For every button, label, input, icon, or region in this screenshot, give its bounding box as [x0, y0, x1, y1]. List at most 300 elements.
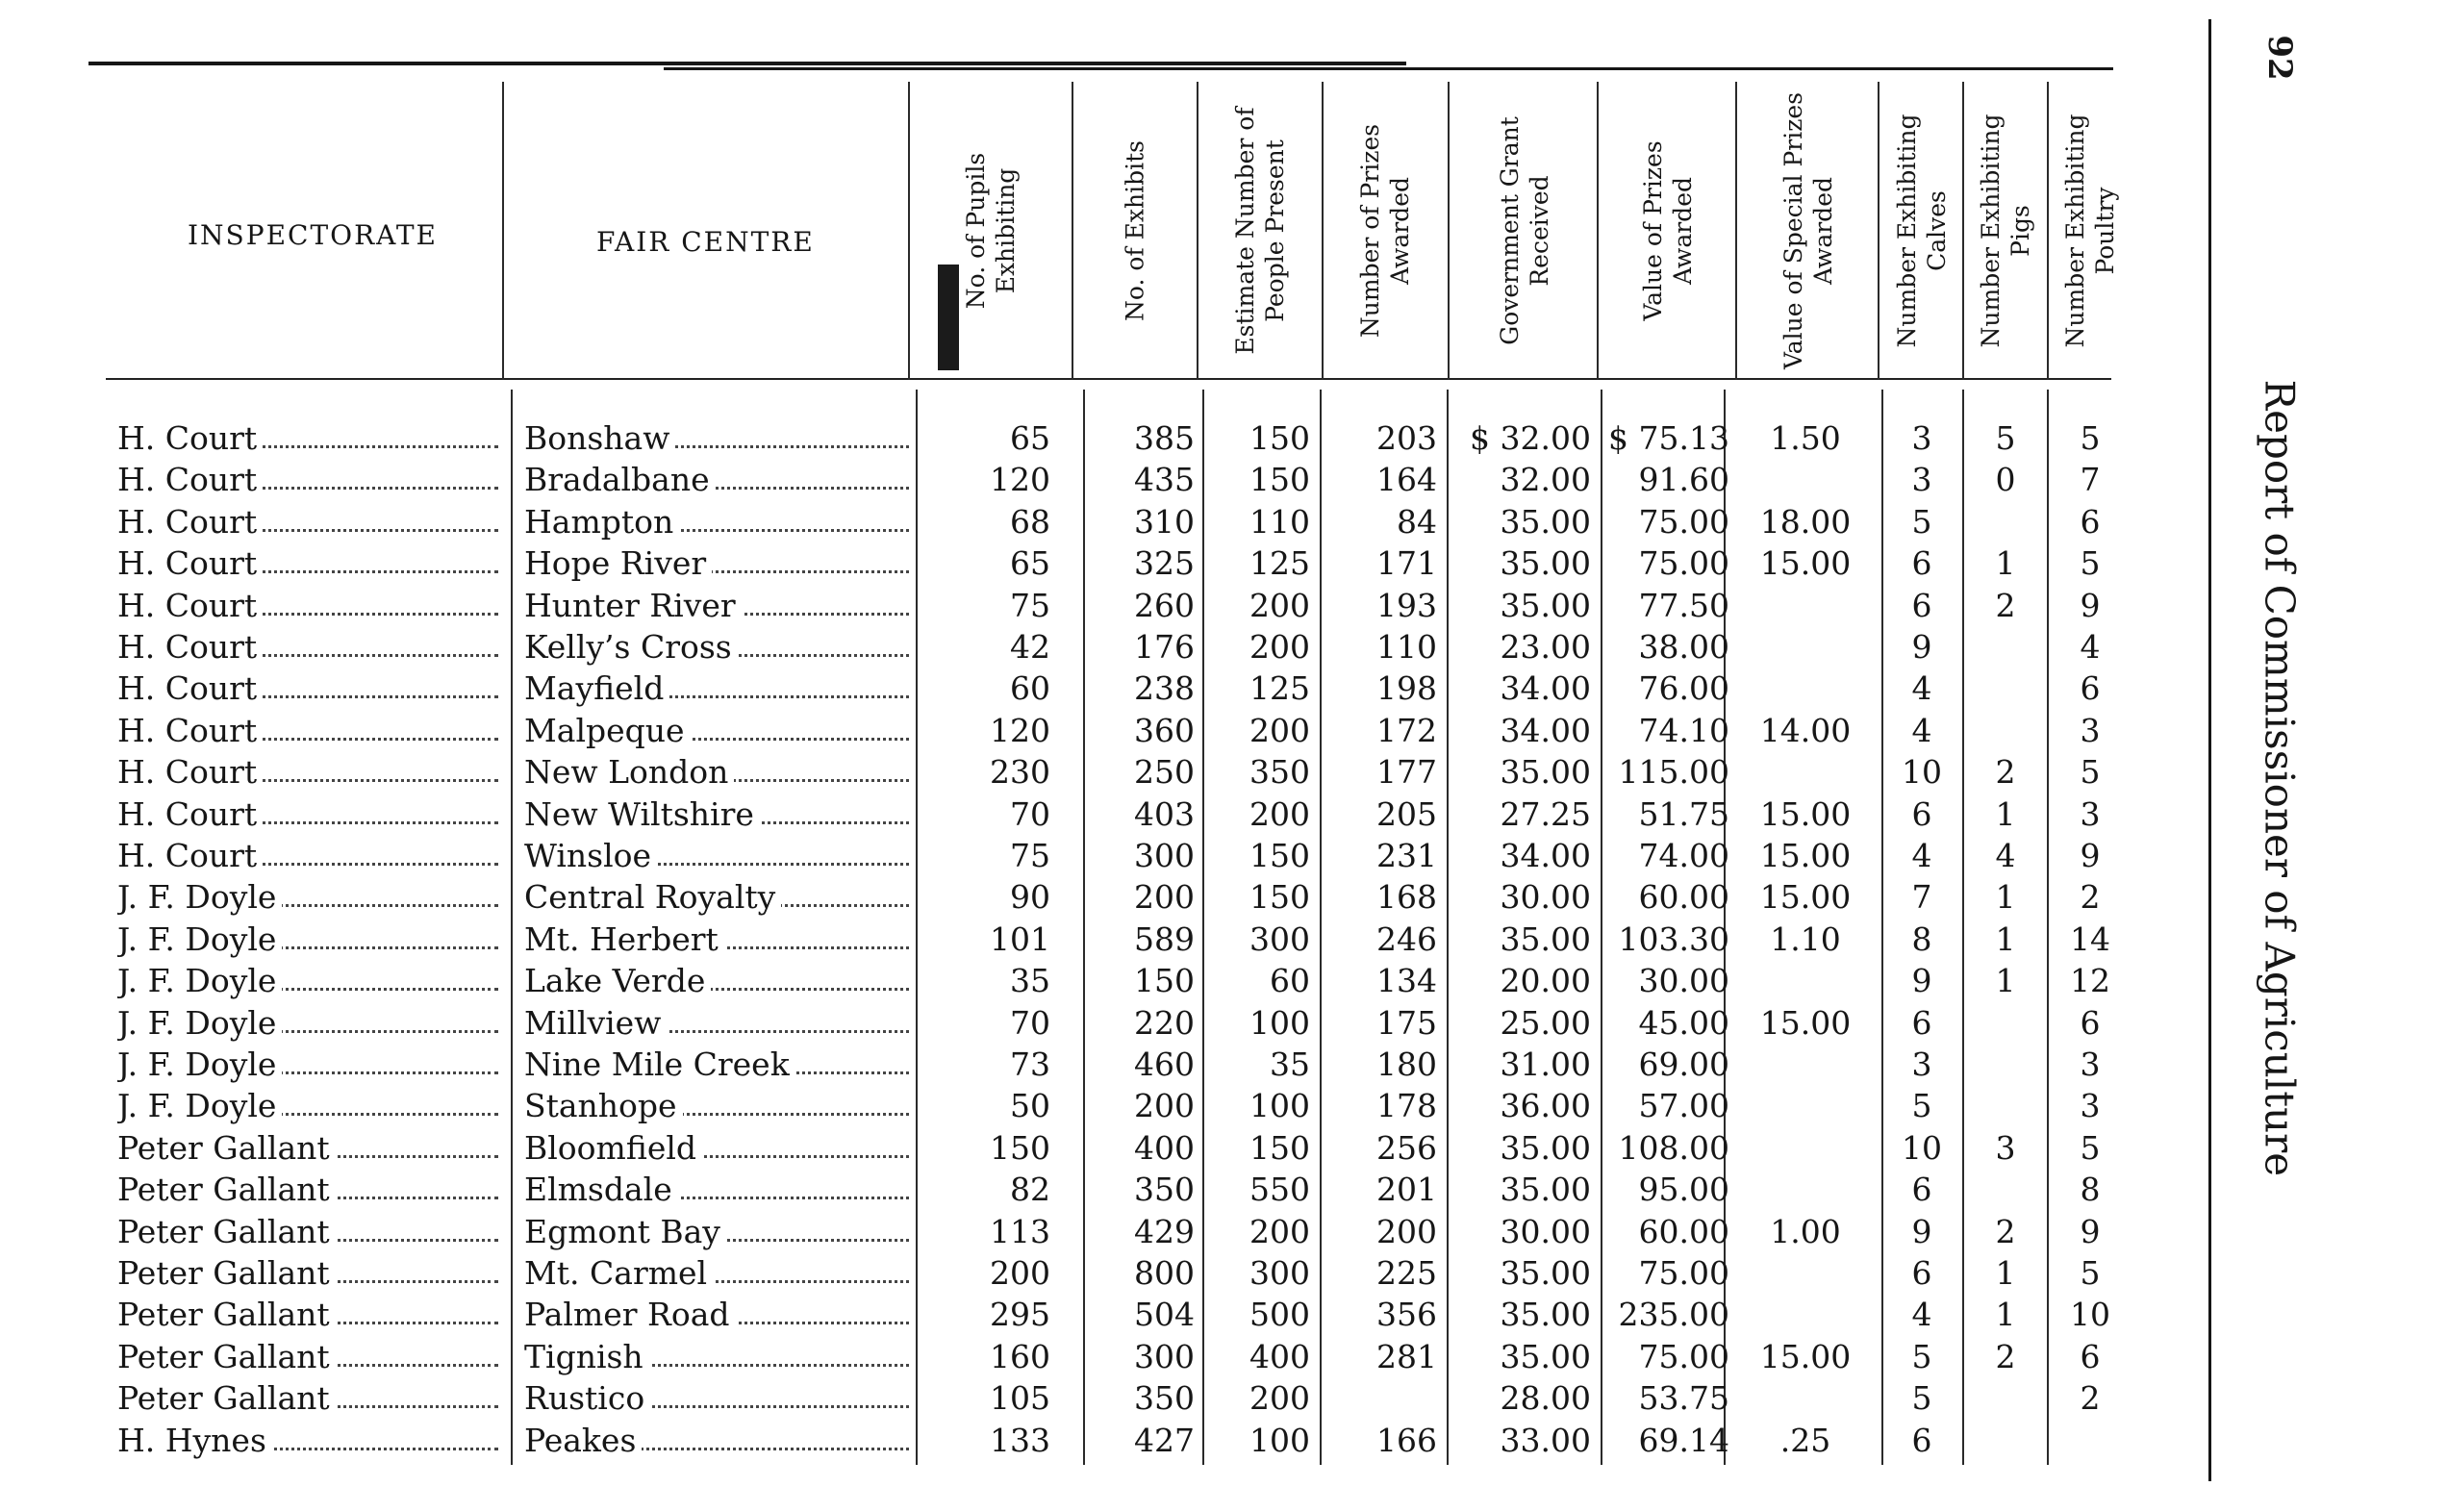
fair-centre-name: Mayfield [524, 669, 669, 707]
grant-cell: $ 32.00 [1470, 419, 1591, 457]
prizes-cell: 178 [1376, 1087, 1437, 1125]
inspectorate-name: H. Court [117, 419, 263, 457]
table-row [0, 961, 2116, 1001]
people-cell: 150 [1249, 837, 1310, 874]
exhibits-cell: 385 [1134, 419, 1195, 457]
pupils-cell: 73 [1010, 1046, 1050, 1083]
pigs-cell: 1 [1995, 1254, 2016, 1292]
side-margin [2251, 35, 2308, 1462]
prizes-cell: 166 [1376, 1421, 1437, 1459]
exhibits-cell: 400 [1134, 1128, 1195, 1167]
value-cell: 69.00 [1638, 1046, 1729, 1083]
prizes-cell: 168 [1376, 878, 1437, 917]
grant-cell: 35.00 [1500, 1337, 1591, 1375]
pupils-cell: 50 [1010, 1087, 1050, 1125]
header-calves-text: Number Exhibiting Calves [1893, 113, 1951, 348]
fair-centre-name: Peakes [524, 1422, 642, 1459]
table-row [0, 752, 2116, 793]
fair-centre-name: Hope River [524, 544, 712, 582]
pupils-cell: 101 [990, 920, 1050, 958]
poultry-cell: 5 [2080, 419, 2101, 457]
fair-centre-cell [524, 1337, 913, 1377]
header-prizes [1327, 87, 1443, 375]
inspectorate-name: J. F. Doyle [117, 920, 282, 958]
special-cell [1735, 627, 1876, 668]
fair-centre-name: Lake Verde [524, 962, 711, 999]
pupils-cell: 65 [1010, 419, 1050, 457]
header-divider [1597, 82, 1599, 380]
special-cell: .25 [1779, 1421, 1831, 1459]
pupils-cell: 120 [990, 461, 1050, 499]
header-value [1602, 87, 1732, 375]
exhibits-cell: 300 [1134, 1337, 1195, 1375]
special-cell [1735, 1295, 1876, 1335]
fair-centre-name: New Wiltshire [524, 795, 760, 833]
pupils-cell: 120 [990, 711, 1050, 749]
prizes-cell: 172 [1376, 711, 1437, 749]
table-row [0, 711, 2116, 751]
fair-centre-cell [524, 1170, 913, 1210]
inspectorate-cell [117, 920, 502, 960]
header-divider [1448, 82, 1450, 380]
prizes-cell: 203 [1376, 419, 1437, 457]
calves-cell: 9 [1911, 1212, 1932, 1250]
grant-cell: 36.00 [1500, 1087, 1591, 1125]
pigs-cell: 2 [1995, 753, 2016, 792]
table-row [0, 1212, 2116, 1252]
value-cell: 57.00 [1638, 1087, 1729, 1125]
prizes-cell: 200 [1376, 1212, 1437, 1250]
special-cell [1735, 1378, 1876, 1419]
value-cell: 74.00 [1638, 837, 1729, 874]
table-row [0, 1421, 2116, 1461]
exhibits-cell: 238 [1134, 669, 1195, 708]
header-divider [1735, 82, 1737, 380]
people-cell: 300 [1249, 920, 1310, 958]
exhibits-cell: 460 [1134, 1046, 1195, 1083]
header-divider [1322, 82, 1324, 380]
table-row [0, 668, 2116, 709]
special-cell: 15.00 [1759, 1337, 1852, 1375]
grant-cell: 34.00 [1500, 837, 1591, 874]
inspectorate-name: H. Court [117, 795, 263, 833]
table-row [0, 1295, 2116, 1335]
inspectorate-cell [117, 1212, 502, 1252]
exhibits-cell: 800 [1134, 1254, 1195, 1292]
poultry-cell: 7 [2080, 461, 2101, 499]
pigs-cell [1966, 1378, 2045, 1419]
value-cell: 76.00 [1638, 669, 1729, 708]
inspectorate-name: Peter Gallant [117, 1171, 336, 1208]
grant-cell: 30.00 [1500, 878, 1591, 917]
special-cell [1735, 1170, 1876, 1210]
grant-cell: 23.00 [1500, 628, 1591, 666]
table-row [0, 877, 2116, 918]
grant-cell: 32.00 [1500, 461, 1591, 499]
value-cell: 95.00 [1638, 1171, 1729, 1209]
fair-centre-cell [524, 1045, 913, 1085]
poultry-cell: 2 [2080, 878, 2101, 917]
value-cell: 235.00 [1618, 1296, 1729, 1334]
poultry-cell: 3 [2080, 794, 2101, 833]
fair-centre-cell [524, 836, 913, 876]
inspectorate-cell [117, 460, 502, 500]
inspectorate-name: H. Court [117, 587, 263, 624]
value-cell: 75.00 [1638, 1254, 1729, 1292]
pigs-cell [1966, 627, 2045, 668]
calves-cell: 3 [1911, 461, 1932, 499]
header-value-text: Value of Prizes Awarded [1638, 140, 1697, 321]
poultry-cell: 5 [2080, 544, 2101, 583]
poultry-cell: 6 [2080, 1337, 2101, 1375]
people-cell: 200 [1249, 794, 1310, 833]
header-pigs [1966, 87, 2045, 375]
header-poultry [2051, 87, 2130, 375]
pupils-cell: 70 [1010, 1003, 1050, 1042]
table-row [0, 1170, 2116, 1210]
pigs-cell: 1 [1995, 1296, 2016, 1334]
grant-cell: 20.00 [1500, 962, 1591, 1000]
prizes-cell: 198 [1376, 669, 1437, 708]
fair-centre-name: Winsloe [524, 837, 657, 874]
special-cell: 15.00 [1759, 1003, 1852, 1042]
table-row [0, 1003, 2116, 1044]
pigs-cell [1966, 502, 2045, 542]
people-cell: 35 [1270, 1046, 1310, 1083]
grant-cell: 34.00 [1500, 669, 1591, 708]
value-cell: 108.00 [1618, 1128, 1729, 1167]
grant-cell: 27.25 [1500, 794, 1591, 833]
inspectorate-name: H. Court [117, 753, 263, 791]
special-cell [1735, 752, 1876, 793]
prizes-cell [1324, 1378, 1437, 1419]
header-pupils-text: No. of Pupils Exhibiting [962, 152, 1020, 310]
poultry-cell: 8 [2080, 1171, 2101, 1209]
value-cell: 69.14 [1638, 1421, 1729, 1459]
fair-centre-cell [524, 668, 913, 709]
poultry-cell: 9 [2080, 586, 2101, 624]
fair-centre-name: Tignish [524, 1338, 649, 1375]
value-cell: 103.30 [1618, 920, 1729, 958]
value-cell: 45.00 [1638, 1003, 1729, 1042]
fair-centre-cell [524, 1128, 913, 1169]
header-inspectorate: INSPECTORATE [188, 219, 438, 251]
inspectorate-name: Peter Gallant [117, 1296, 336, 1333]
inspectorate-cell [117, 836, 502, 876]
fair-centre-cell [524, 711, 913, 751]
inspectorate-cell [117, 627, 502, 668]
pigs-cell: 1 [1995, 962, 2016, 1000]
fair-centre-name: Mt. Carmel [524, 1254, 713, 1292]
poultry-cell: 12 [2070, 962, 2110, 1000]
prizes-cell: 171 [1376, 544, 1437, 583]
header-pigs-text: Number Exhibiting Pigs [1977, 113, 2034, 348]
grant-cell: 35.00 [1500, 502, 1591, 541]
people-cell: 100 [1249, 1421, 1310, 1459]
inspectorate-cell [117, 1253, 502, 1294]
inspectorate-name: H. Court [117, 544, 263, 582]
header-divider [908, 82, 910, 380]
fair-centre-cell [524, 961, 913, 1001]
grant-cell: 35.00 [1500, 1296, 1591, 1334]
pupils-cell: 200 [990, 1254, 1050, 1292]
prizes-cell: 164 [1376, 461, 1437, 499]
calves-cell: 4 [1911, 1296, 1932, 1334]
fair-centre-name: Hunter River [524, 587, 742, 624]
fair-centre-name: Malpeque [524, 712, 691, 749]
value-cell: 91.60 [1638, 461, 1729, 499]
poultry-cell: 14 [2070, 920, 2110, 958]
fair-centre-name: Elmsdale [524, 1171, 678, 1208]
page-number: 92 [2260, 35, 2299, 81]
fair-centre-name: Bradalbane [524, 461, 716, 498]
fair-centre-name: Hampton [524, 503, 679, 541]
table-row [0, 1337, 2116, 1377]
inspectorate-name: Peter Gallant [117, 1338, 336, 1375]
fair-centre-cell [524, 1253, 913, 1294]
grant-cell: 35.00 [1500, 753, 1591, 792]
poultry-cell [2051, 1421, 2130, 1461]
pupils-cell: 105 [990, 1379, 1050, 1418]
poultry-cell: 6 [2080, 502, 2101, 541]
pigs-cell: 4 [1995, 837, 2016, 874]
prizes-cell: 256 [1376, 1128, 1437, 1167]
calves-cell: 4 [1911, 669, 1932, 708]
inspectorate-cell [117, 1295, 502, 1335]
inspectorate-name: Peter Gallant [117, 1379, 336, 1417]
value-cell: 38.00 [1638, 628, 1729, 666]
value-cell: 74.10 [1638, 711, 1729, 749]
pigs-cell [1966, 1421, 2045, 1461]
pigs-cell: 2 [1995, 1337, 2016, 1375]
poultry-cell: 5 [2080, 1254, 2101, 1292]
fair-centre-name: Bloomfield [524, 1129, 702, 1167]
pupils-cell: 75 [1010, 586, 1050, 624]
inspectorate-name: H. Court [117, 712, 263, 749]
special-cell [1735, 668, 1876, 709]
value-cell: 53.75 [1638, 1379, 1729, 1418]
header-divider [1962, 82, 1964, 380]
special-cell: 1.10 [1770, 920, 1841, 958]
table-row [0, 1045, 2116, 1085]
calves-cell: 8 [1911, 920, 1932, 958]
inspectorate-name: H. Court [117, 628, 263, 666]
header-grant-text: Government Grant Received [1495, 116, 1553, 345]
inspectorate-name: H. Court [117, 837, 263, 874]
table-row [0, 543, 2116, 584]
table-row [0, 1086, 2116, 1126]
exhibits-cell: 350 [1134, 1171, 1195, 1209]
calves-cell: 6 [1911, 586, 1932, 624]
fair-centre-cell [524, 877, 913, 918]
prizes-cell: 177 [1376, 753, 1437, 792]
header-fair-centre: FAIR CENTRE [596, 226, 815, 258]
calves-cell: 5 [1911, 1087, 1932, 1125]
inspectorate-name: Peter Gallant [117, 1213, 336, 1250]
header-divider [1072, 82, 1073, 380]
pupils-cell: 60 [1010, 669, 1050, 708]
poultry-cell: 3 [2080, 711, 2101, 749]
calves-cell: 4 [1911, 711, 1932, 749]
fair-centre-name: Central Royalty [524, 878, 781, 916]
special-cell: 14.00 [1759, 711, 1852, 749]
inspectorate-cell [117, 794, 502, 835]
value-cell: 60.00 [1638, 1212, 1729, 1250]
table-row [0, 1128, 2116, 1169]
header-exhibits [1077, 87, 1193, 375]
inspectorate-cell [117, 961, 502, 1001]
table-row [0, 627, 2116, 668]
calves-cell: 6 [1911, 794, 1932, 833]
grant-cell: 34.00 [1500, 711, 1591, 749]
inspectorate-cell [117, 418, 502, 459]
people-cell: 150 [1249, 878, 1310, 917]
exhibits-cell: 300 [1134, 837, 1195, 874]
inspectorate-name: H. Court [117, 503, 263, 541]
inspectorate-cell [117, 1003, 502, 1044]
special-cell [1735, 460, 1876, 500]
table-row [0, 460, 2116, 500]
fair-centre-cell [524, 418, 913, 459]
people-cell: 150 [1249, 419, 1310, 457]
calves-cell: 3 [1911, 419, 1932, 457]
inspectorate-cell [117, 1086, 502, 1126]
pigs-cell [1966, 668, 2045, 709]
people-cell: 150 [1249, 1128, 1310, 1167]
exhibits-cell: 310 [1134, 502, 1195, 541]
pupils-cell: 65 [1010, 544, 1050, 583]
special-cell: 15.00 [1759, 878, 1852, 917]
pigs-cell: 3 [1995, 1128, 2016, 1167]
pupils-cell: 70 [1010, 794, 1050, 833]
prizes-cell: 231 [1376, 837, 1437, 874]
pupils-cell: 113 [990, 1212, 1050, 1250]
calves-cell: 5 [1911, 1379, 1932, 1418]
exhibits-cell: 260 [1134, 586, 1195, 624]
pigs-cell: 1 [1995, 920, 2016, 958]
poultry-cell: 5 [2080, 1128, 2101, 1167]
exhibits-cell: 350 [1134, 1379, 1195, 1418]
table-row [0, 1378, 2116, 1419]
prizes-cell: 201 [1376, 1171, 1437, 1209]
value-cell: $ 75.13 [1608, 419, 1729, 457]
grant-cell: 35.00 [1500, 544, 1591, 583]
calves-cell: 7 [1911, 878, 1932, 917]
grant-cell: 31.00 [1500, 1046, 1591, 1083]
special-cell: 15.00 [1759, 794, 1852, 833]
header-pupils [914, 87, 1068, 375]
value-cell: 115.00 [1618, 753, 1729, 792]
grant-cell: 30.00 [1500, 1212, 1591, 1250]
people-cell: 150 [1249, 461, 1310, 499]
people-cell: 200 [1249, 1379, 1310, 1418]
grant-cell: 25.00 [1500, 1003, 1591, 1042]
inspectorate-cell [117, 1128, 502, 1169]
top-rule [88, 62, 1406, 65]
table-row [0, 794, 2116, 835]
fair-centre-cell [524, 586, 913, 626]
grant-cell: 35.00 [1500, 1128, 1591, 1167]
inspectorate-name: Peter Gallant [117, 1254, 336, 1292]
pupils-cell: 42 [1010, 628, 1050, 666]
pigs-cell: 0 [1995, 461, 2016, 499]
people-cell: 350 [1249, 753, 1310, 792]
inspectorate-cell [117, 543, 502, 584]
inspectorate-name: J. F. Doyle [117, 878, 282, 916]
inspectorate-cell [117, 1337, 502, 1377]
prizes-cell: 246 [1376, 920, 1437, 958]
special-cell [1735, 961, 1876, 1001]
value-cell: 75.00 [1638, 1337, 1729, 1375]
header-divider [2047, 82, 2049, 380]
people-cell: 100 [1249, 1003, 1310, 1042]
pigs-cell [1966, 711, 2045, 751]
special-cell: 15.00 [1759, 837, 1852, 874]
fair-centre-cell [524, 920, 913, 960]
value-cell: 51.75 [1638, 794, 1729, 833]
people-cell: 125 [1249, 544, 1310, 583]
pigs-cell [1966, 1170, 2045, 1210]
prizes-cell: 134 [1376, 962, 1437, 1000]
inspectorate-name: J. F. Doyle [117, 1087, 282, 1124]
pigs-cell [1966, 1003, 2045, 1044]
people-cell: 110 [1249, 502, 1310, 541]
table-row [0, 418, 2116, 459]
inspectorate-cell [117, 1045, 502, 1085]
exhibits-cell: 200 [1134, 878, 1195, 917]
inspectorate-cell [117, 877, 502, 918]
grant-cell: 35.00 [1500, 920, 1591, 958]
special-cell [1735, 1045, 1876, 1085]
pigs-cell [1966, 1086, 2045, 1126]
exhibits-cell: 435 [1134, 461, 1195, 499]
header-special-text: Value of Special Prizes Awarded [1779, 91, 1837, 370]
fair-centre-cell [524, 1086, 913, 1126]
poultry-cell: 5 [2080, 753, 2101, 792]
fair-centre-name: Bonshaw [524, 419, 675, 457]
exhibits-cell: 176 [1134, 628, 1195, 666]
running-title: Report of Commissioner of Agriculture [2256, 379, 2304, 1177]
calves-cell: 3 [1911, 1046, 1932, 1083]
value-cell: 75.00 [1638, 544, 1729, 583]
header-prizes-text: Number of Prizes Awarded [1356, 123, 1414, 339]
people-cell: 200 [1249, 1212, 1310, 1250]
fair-centre-cell [524, 460, 913, 500]
fair-centre-name: Palmer Road [524, 1296, 736, 1333]
grant-cell: 35.00 [1500, 1171, 1591, 1209]
grant-cell: 28.00 [1500, 1379, 1591, 1418]
value-cell: 30.00 [1638, 962, 1729, 1000]
value-cell: 75.00 [1638, 502, 1729, 541]
exhibits-cell: 220 [1134, 1003, 1195, 1042]
inspectorate-name: H. Court [117, 461, 263, 498]
fair-centre-name: New London [524, 753, 734, 791]
people-cell: 400 [1249, 1337, 1310, 1375]
poultry-cell: 6 [2080, 1003, 2101, 1042]
header-people [1202, 87, 1318, 375]
fair-centre-name: Stanhope [524, 1087, 683, 1124]
pupils-cell: 35 [1010, 962, 1050, 1000]
inspectorate-name: J. F. Doyle [117, 1004, 282, 1042]
inspectorate-name: Peter Gallant [117, 1129, 336, 1167]
table-row [0, 502, 2116, 542]
fair-centre-name: Kelly’s Cross [524, 628, 738, 666]
exhibits-cell: 427 [1134, 1421, 1195, 1459]
fair-centre-name: Egmont Bay [524, 1213, 726, 1250]
exhibits-cell: 150 [1134, 962, 1195, 1000]
fair-centre-cell [524, 1003, 913, 1044]
pigs-cell: 1 [1995, 794, 2016, 833]
